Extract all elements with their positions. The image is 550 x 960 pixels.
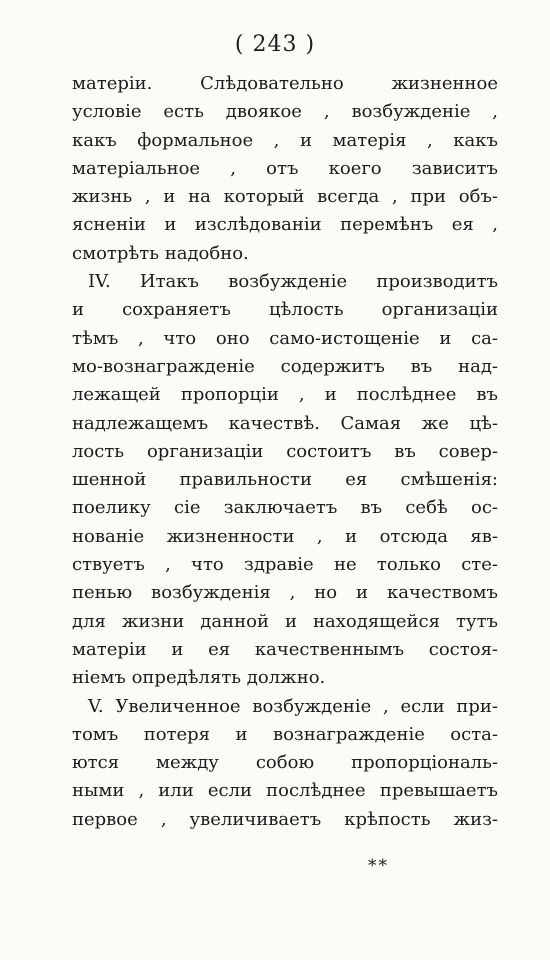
text-line: жизнь , и на который всегда , при объ- bbox=[72, 186, 498, 208]
text-line: для жизни данной и находящейся тутъ bbox=[72, 610, 498, 632]
text-line: ются между собою пропорцiональ- bbox=[72, 752, 498, 774]
text-line: лость организацiи состоитъ въ совер- bbox=[72, 440, 498, 462]
text-line: томъ потеря и вознагражденiе оста- bbox=[72, 723, 498, 745]
text-line: ясненiи и изслѣдованiи перемѣнъ ея , bbox=[72, 214, 498, 236]
text-line: тѣмъ , что оно само-истощенiе и са- bbox=[72, 327, 498, 349]
text-line: матерiальное , отъ коего зависитъ bbox=[72, 157, 498, 179]
body-text bbox=[72, 70, 498, 834]
text-line: ными , или если послѣднее превышаетъ bbox=[72, 780, 498, 802]
text-line: смотрѣть надобно. bbox=[72, 242, 249, 264]
page-number: ( 243 ) bbox=[234, 32, 316, 57]
text-line: надлежащемъ качествѣ. Самая же цѣ- bbox=[72, 412, 498, 434]
section-heading-line: V. Увеличенное возбужденiе , если при- bbox=[88, 695, 498, 717]
section-heading-line: IV. Итакъ возбужденiе производитъ bbox=[88, 271, 498, 293]
text-line: первое , увеличиваетъ крѣпость жиз- bbox=[72, 808, 498, 830]
text-line: матерiи. Слѣдовательно жизненное bbox=[72, 73, 498, 94]
text-line: поелику сiе заключаетъ въ себѣ ос- bbox=[72, 497, 498, 519]
text-line: шенной правильности ея смѣшенiя: bbox=[72, 469, 498, 491]
text-line: какъ формальное , и матерiя , какъ bbox=[72, 129, 498, 151]
text-line: пенью возбужденiя , но и качествомъ bbox=[72, 582, 498, 604]
text-line: нованiе жизненности , и отсюда яв- bbox=[72, 525, 498, 547]
signature-mark: ** bbox=[368, 856, 389, 876]
text-line: матерiи и ея качественнымъ состоя- bbox=[72, 638, 498, 660]
text-line: лежащей пропорцiи , и послѣднее въ bbox=[72, 384, 498, 406]
text-line: нiемъ опредѣлять должно. bbox=[72, 667, 326, 689]
text-line: ствуетъ , что здравiе не только сте- bbox=[72, 554, 498, 576]
text-line: мо-вознагражденiе содержитъ въ над- bbox=[72, 355, 498, 377]
text-line: и сохраняетъ цѣлость организацiи bbox=[72, 299, 498, 321]
text-line: условiе есть двоякое , возбужденiе , bbox=[72, 101, 498, 123]
